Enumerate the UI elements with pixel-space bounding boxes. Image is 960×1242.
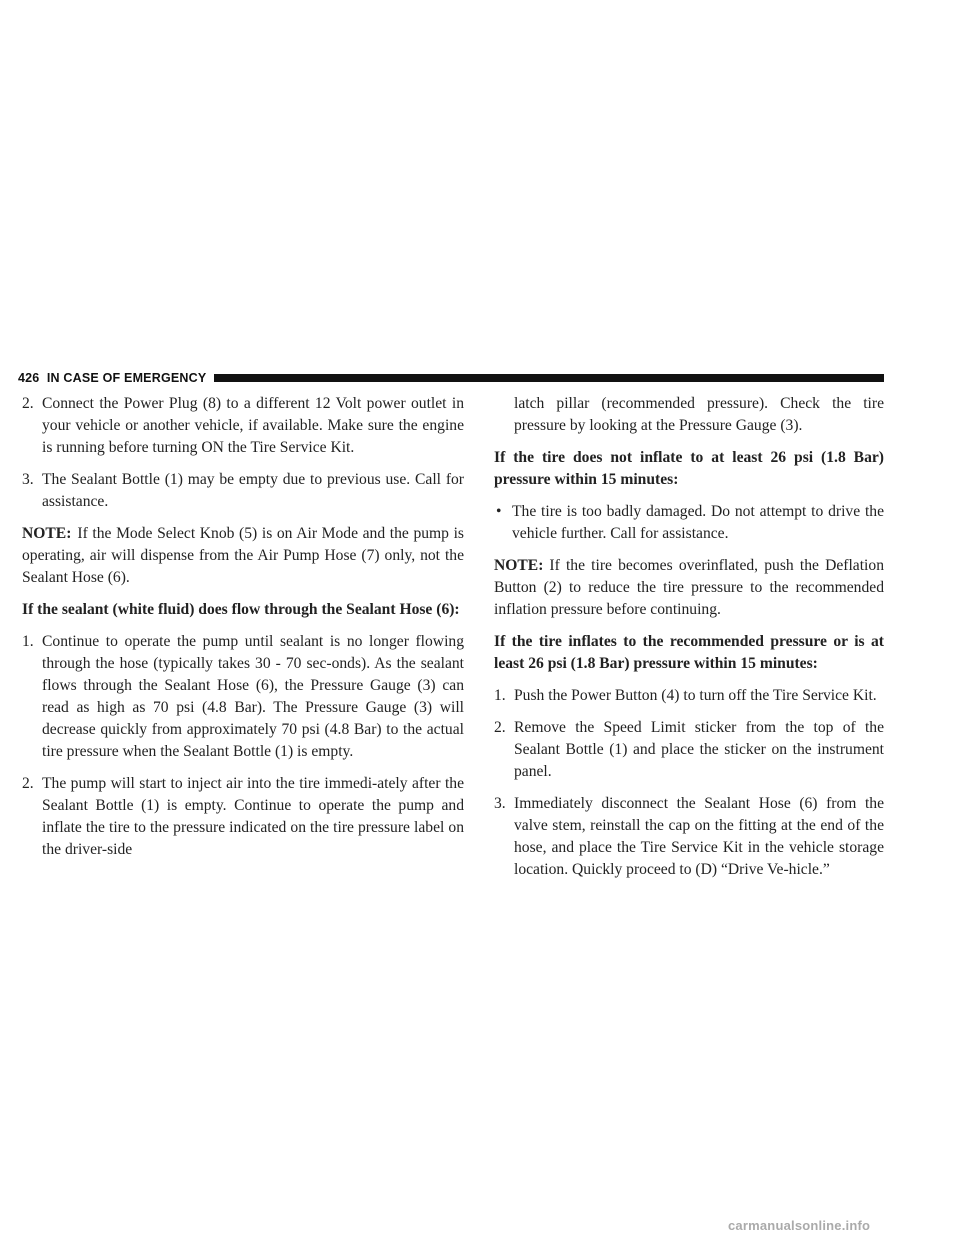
item-text: The Sealant Bottle (1) may be empty due to previous use. Call for assistance. — [42, 471, 464, 510]
left-column — [22, 393, 464, 871]
item-text: Push the Power Button (4) to turn off the Tire Service Kit. — [514, 687, 877, 704]
list-item — [22, 773, 464, 861]
item-text: Continue to operate the pump until sealant is no longer flowing through the hose (typically takes 30 - 70 sec-onds). As the sealant flows through the Sealant Hose (6), the Pressure Gauge (3) can read as high as 70 psi (4.8 Bar). The Pressure Gauge (3) will decrease quickly from approximately 70 psi (4.8 Bar) to the actual tire pressure when the Sealant Bottle (1) is empty. — [42, 633, 464, 760]
item-number: 1. — [494, 687, 506, 704]
item-text: Immediately disconnect the Sealant Hose (6) from the valve stem, reinstall the cap on the fitting at the end of the hose, and place the Tire Service Kit in the vehicle storage location. Quickly proceed to (D) “Drive Ve-hicle.” — [514, 795, 884, 878]
item-text: Remove the Speed Limit sticker from the top of the Sealant Bottle (1) and place the sticker on the instrument panel. — [514, 719, 884, 780]
header-rule — [214, 374, 884, 382]
bullet-icon: • — [496, 503, 502, 520]
list-item — [494, 793, 884, 881]
list-item — [22, 631, 464, 763]
note-label: NOTE: — [494, 557, 544, 574]
bullet-text: The tire is too badly damaged. Do not attempt to drive the vehicle further. Call for assistance. — [512, 503, 884, 542]
watermark: carmanualsonline.info — [728, 1218, 871, 1233]
continued-text: latch pillar (recommended pressure). Check the tire pressure by looking at the Pressure Gauge (3). — [514, 395, 884, 434]
bullet-item — [494, 501, 884, 545]
section-heading: If the tire does not inflate to at least 26 psi (1.8 Bar) pressure within 15 minutes: — [494, 449, 884, 488]
page-number: 426 — [18, 371, 40, 385]
note-text: If the Mode Select Knob (5) is on Air Mode and the pump is operating, air will dispense from the Air Pump Hose (7) only, not the Sealant Hose (6). — [22, 525, 464, 586]
section-title: IN CASE OF EMERGENCY — [46, 371, 207, 385]
note-label: NOTE: — [22, 525, 72, 542]
note-paragraph — [22, 523, 464, 589]
item-text: Connect the Power Plug (8) to a different 12 Volt power outlet in your vehicle or another vehicle, if available. Make sure the engine is running before turning ON the Tire Service Kit. — [42, 395, 464, 456]
item-number: 2. — [494, 719, 506, 736]
list-item — [22, 469, 464, 513]
note-paragraph — [494, 555, 884, 621]
page-header — [18, 370, 884, 386]
item-number: 3. — [494, 795, 506, 812]
note-text: If the tire becomes overinflated, push the Deflation Button (2) to reduce the tire pressure to the recommended inflation pressure before continuing. — [494, 557, 884, 618]
section-heading: If the sealant (white fluid) does flow through the Sealant Hose (6): — [22, 601, 460, 618]
item-number: 2. — [22, 775, 34, 792]
item-number: 3. — [22, 471, 34, 488]
item-number: 2. — [22, 395, 34, 412]
item-text: The pump will start to inject air into the tire immedi-ately after the Sealant Bottle (1) is empty. Continue to operate the pump and inflate the tire to the pressure indicated on the tire pressure label on the driver-side — [42, 775, 464, 858]
list-item — [22, 393, 464, 459]
section-heading: If the tire inflates to the recommended pressure or is at least 26 psi (1.8 Bar) pressure within 15 minutes: — [494, 633, 884, 672]
list-item — [494, 685, 884, 707]
page-header-text — [18, 371, 206, 385]
item-number: 1. — [22, 633, 34, 650]
right-column — [494, 393, 884, 891]
list-item — [494, 717, 884, 783]
